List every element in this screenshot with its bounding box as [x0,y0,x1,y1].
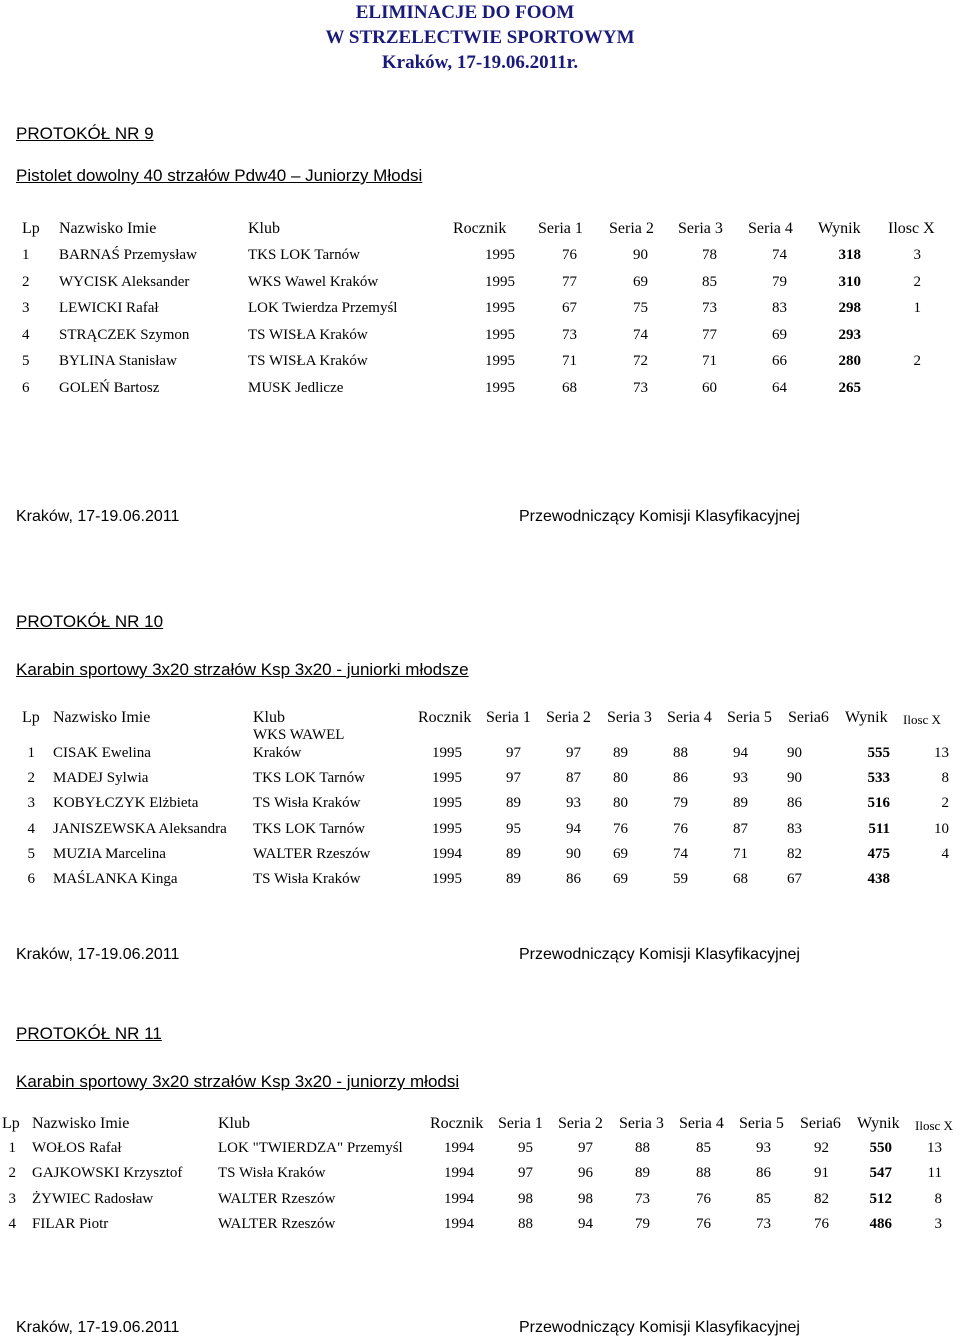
cell-lp: 6 [27,871,35,887]
cell-series-4: 66 [772,353,787,369]
cell-series-4: 59 [673,871,688,887]
cell-series-6: 90 [787,770,802,787]
cell-series-4: 79 [673,795,688,812]
col-x-count: Ilosc X [915,1118,953,1133]
cell-series-5: 73 [756,1215,771,1232]
header-subtitle: W STRZELECTWIE SPORTOWYM [325,27,635,48]
cell-series-1: 95 [506,820,521,837]
col-series-2: Seria 2 [546,709,591,726]
cell-year: 1995 [485,300,515,316]
col-name: Nazwisko Imie [53,709,151,726]
col-lp: Lp [2,1115,20,1132]
cell-series-5: 89 [733,795,748,812]
cell-series-3: 89 [613,745,628,761]
cell-club: WKS Wawel Kraków [248,273,379,290]
table-row [0,274,960,299]
cell-year: 1995 [485,379,515,396]
cell-club: WALTER Rzeszów [253,845,371,862]
col-club: Klub [253,709,285,726]
cell-series-4: 88 [673,745,688,761]
cell-result: 516 [867,795,890,812]
table-row [0,1140,960,1165]
cell-name: MADEJ Sylwia [53,770,149,787]
col-club: Klub [248,220,280,237]
cell-series-3: 76 [613,820,628,837]
col-result: Wynik [845,709,888,726]
col-series-1: Seria 1 [538,220,583,237]
cell-series-6: 86 [787,795,802,812]
cell-club: TS WISŁA Kraków [248,353,368,369]
cell-series-4: 64 [772,379,787,396]
protocol-10-title: PROTOKÓŁ NR 10 [16,612,164,631]
cell-series-4: 85 [696,1140,711,1156]
cell-series-1: 95 [518,1140,533,1156]
cell-club: WALTER Rzeszów [218,1190,336,1207]
cell-series-3: 80 [613,795,628,812]
cell-series-5: 94 [733,745,748,761]
cell-series-1: 97 [506,770,521,787]
protocol-10-footer [0,946,960,970]
cell-year: 1994 [444,1190,474,1207]
table-row [0,871,960,896]
cell-series-4: 69 [772,326,787,343]
cell-year: 1995 [485,273,515,290]
header-title: ELIMINACJE DO FOOM [355,2,575,23]
cell-series-2: 90 [566,845,581,862]
cell-series-3: 78 [702,247,717,263]
cell-series-6: 92 [814,1140,829,1156]
cell-series-5: 71 [733,845,748,862]
col-year: Rocznik [453,220,507,237]
footer-place-date: Kraków, 17-19.06.2011 [16,946,180,963]
cell-series-3: 79 [635,1215,650,1232]
cell-x-count: 8 [941,770,949,787]
cell-name: WYCISK Aleksander [59,273,190,290]
cell-name: GOLEŃ Bartosz [59,379,160,396]
cell-series-3: 69 [613,845,628,862]
col-series-3: Seria 3 [678,220,723,237]
cell-series-6: 82 [814,1190,829,1207]
cell-series-2: 75 [633,300,648,316]
cell-lp: 5 [22,353,30,369]
cell-year: 1994 [444,1215,474,1232]
cell-lp: 4 [22,326,30,343]
cell-lp: 4 [8,1215,16,1232]
col-series-1: Seria 1 [486,709,531,726]
col-series-3: Seria 3 [619,1115,664,1132]
protocol-9-title: PROTOKÓŁ NR 9 [16,124,154,143]
col-series-4: Seria 4 [679,1115,724,1132]
cell-series-3: 89 [635,1165,650,1182]
cell-x-count: 3 [934,1215,942,1232]
cell-result: 547 [869,1165,892,1182]
cell-series-3: 77 [702,326,717,343]
cell-year: 1995 [485,247,515,263]
cell-x-count: 3 [913,247,921,263]
cell-year: 1995 [432,770,462,787]
cell-name: CISAK Ewelina [53,745,151,761]
cell-series-6: 90 [787,745,802,761]
col-series-4: Seria 4 [667,709,712,726]
cell-series-4: 83 [772,300,787,316]
cell-series-4: 88 [696,1165,711,1182]
cell-series-2: 86 [566,871,581,887]
cell-lp: 5 [27,845,35,862]
cell-name: FILAR Piotr [32,1215,109,1232]
cell-series-2: 87 [566,770,581,787]
col-series-5: Seria 5 [727,709,772,726]
cell-name: MAŚLANKA Kinga [53,871,178,887]
cell-result: 293 [838,326,861,343]
cell-x-count: 1 [913,300,921,316]
cell-x-count: 8 [934,1190,942,1207]
cell-year: 1995 [485,326,515,343]
cell-series-3: 60 [702,379,717,396]
cell-series-2: 94 [578,1215,593,1232]
cell-series-4: 74 [673,845,688,862]
table-row [0,1165,960,1190]
table-row [0,846,960,871]
cell-club: TS Wisła Kraków [218,1165,326,1182]
col-series-2: Seria 2 [609,220,654,237]
cell-result: 555 [867,745,890,761]
club-name-line1: WKS WAWEL [253,727,345,743]
cell-club: LOK "TWIERDZA" Przemyśl [218,1140,403,1156]
cell-result: 550 [869,1140,892,1156]
cell-series-1: 89 [506,871,521,887]
cell-club: Kraków [253,745,302,761]
col-name: Nazwisko Imie [32,1115,130,1132]
protocol-10-subtitle: Karabin sportowy 3x20 strzałów Ksp 3x20 - juniorki młodsze [16,660,469,679]
cell-result: 486 [869,1215,892,1232]
cell-series-5: 86 [756,1165,771,1182]
cell-series-1: 98 [518,1190,533,1207]
cell-series-6: 82 [787,845,802,862]
cell-series-2: 97 [578,1140,593,1156]
cell-lp: 3 [27,795,35,812]
cell-series-3: 85 [702,273,717,290]
document-header [0,0,960,75]
cell-x-count: 10 [934,820,949,837]
cell-x-count: 11 [927,1165,942,1182]
protocol-9-footer [0,508,960,532]
cell-name: GAJKOWSKI Krzysztof [32,1165,183,1182]
protocol-11-footer [0,1319,960,1343]
protocol-11-title: PROTOKÓŁ NR 11 [16,1024,162,1043]
cell-series-1: 89 [506,845,521,862]
table-row [0,300,960,325]
cell-result: 310 [838,273,861,290]
col-series-6: Seria6 [788,709,829,726]
col-result: Wynik [818,220,861,237]
cell-club: MUSK Jedlicze [248,379,344,396]
cell-name: MUZIA Marcelina [53,845,166,862]
cell-result: 533 [867,770,890,787]
table-row [0,745,960,770]
cell-series-4: 76 [673,820,688,837]
cell-lp: 3 [22,300,30,316]
cell-year: 1995 [485,353,515,369]
cell-club: TS Wisła Kraków [253,871,361,887]
cell-series-1: 77 [562,273,577,290]
cell-result: 475 [867,845,890,862]
table-row [0,795,960,820]
cell-lp: 2 [27,770,35,787]
cell-name: LEWICKI Rafał [59,300,159,316]
cell-series-1: 97 [518,1165,533,1182]
cell-series-5: 85 [756,1190,771,1207]
cell-year: 1994 [444,1165,474,1182]
col-year: Rocznik [418,709,472,726]
cell-name: BYLINA Stanisław [59,353,177,369]
cell-series-1: 68 [562,379,577,396]
col-series-1: Seria 1 [498,1115,543,1132]
cell-series-2: 73 [633,379,648,396]
col-name: Nazwisko Imie [59,220,157,237]
cell-series-1: 73 [562,326,577,343]
col-club: Klub [218,1115,250,1132]
protocol-9-subtitle: Pistolet dowolny 40 strzałów Pdw40 – Juniorzy Młodsi [16,166,423,185]
col-year: Rocznik [430,1115,484,1132]
cell-result: 318 [838,247,861,263]
cell-series-3: 73 [702,300,717,316]
cell-club: TKS LOK Tarnów [248,247,360,263]
cell-series-4: 79 [772,273,787,290]
cell-series-2: 90 [633,247,648,263]
cell-year: 1995 [432,795,462,812]
cell-series-6: 91 [814,1165,829,1182]
col-lp: Lp [22,709,40,726]
cell-year: 1994 [432,845,462,862]
cell-series-3: 71 [702,353,717,369]
cell-name: STRĄCZEK Szymon [59,326,190,343]
cell-lp: 1 [22,247,30,263]
cell-series-6: 67 [787,871,802,887]
cell-club: TKS LOK Tarnów [253,770,365,787]
protocol-11-subtitle: Karabin sportowy 3x20 strzałów Ksp 3x20 - juniorzy młodsi [16,1072,460,1091]
protocol-11-header-row [0,1115,960,1140]
cell-x-count: 4 [941,845,949,862]
col-x-count: Ilosc X [903,712,941,727]
cell-series-2: 72 [633,353,648,369]
cell-series-1: 88 [518,1215,533,1232]
cell-series-2: 93 [566,795,581,812]
cell-series-6: 76 [814,1215,829,1232]
cell-series-2: 94 [566,820,581,837]
table-row [0,380,960,405]
table-row [0,1216,960,1241]
col-series-2: Seria 2 [558,1115,603,1132]
cell-club: TS WISŁA Kraków [248,326,368,343]
cell-club: WALTER Rzeszów [218,1215,336,1232]
cell-name: KOBYŁCZYK Elżbieta [53,795,199,812]
cell-x-count: 13 [927,1140,942,1156]
col-series-4: Seria 4 [748,220,793,237]
cell-series-2: 98 [578,1190,593,1207]
cell-result: 511 [868,820,890,837]
cell-lp: 2 [8,1165,16,1182]
cell-series-2: 69 [633,273,648,290]
cell-series-3: 80 [613,770,628,787]
footer-place-date: Kraków, 17-19.06.2011 [16,508,180,525]
cell-result: 280 [838,353,861,369]
cell-series-4: 86 [673,770,688,787]
cell-series-1: 67 [562,300,577,316]
cell-series-5: 68 [733,871,748,887]
col-x-count: Ilosc X [888,220,935,237]
protocol-9-header-row [0,220,960,245]
cell-year: 1995 [432,820,462,837]
cell-name: JANISZEWSKA Aleksandra [53,820,227,837]
cell-name: ŻYWIEC Radosław [32,1190,154,1207]
col-result: Wynik [857,1115,900,1132]
col-series-5: Seria 5 [739,1115,784,1132]
cell-year: 1995 [432,871,462,887]
cell-series-5: 93 [733,770,748,787]
cell-series-5: 87 [733,820,748,837]
cell-result: 265 [838,379,861,396]
header-date: Kraków, 17-19.06.2011r. [381,52,579,73]
cell-year: 1994 [444,1140,474,1156]
footer-signature: Przewodniczący Komisji Klasyfikacyjnej [519,1319,800,1336]
cell-x-count: 2 [913,273,921,290]
cell-result: 512 [869,1190,892,1207]
cell-series-1: 71 [562,353,577,369]
cell-series-2: 74 [633,326,648,343]
cell-name: WOŁOS Rafał [32,1140,122,1156]
table-row [0,247,960,272]
cell-year: 1995 [432,745,462,761]
cell-series-4: 76 [696,1215,711,1232]
cell-lp: 1 [27,745,35,761]
cell-lp: 3 [8,1190,16,1207]
cell-series-2: 96 [578,1165,593,1182]
col-lp: Lp [22,220,40,237]
cell-series-4: 74 [772,247,787,263]
cell-series-1: 97 [506,745,521,761]
cell-series-4: 76 [696,1190,711,1207]
cell-lp: 4 [27,820,35,837]
cell-series-2: 97 [566,745,581,761]
cell-x-count: 13 [934,745,949,761]
table-row [0,770,960,795]
table-row [0,353,960,378]
cell-result: 298 [838,300,861,316]
footer-place-date: Kraków, 17-19.06.2011 [16,1319,180,1336]
cell-club: LOK Twierdza Przemyśl [248,300,398,316]
cell-lp: 6 [22,379,30,396]
cell-x-count: 2 [941,795,949,812]
cell-lp: 1 [8,1140,16,1156]
cell-club: TKS LOK Tarnów [253,820,365,837]
table-row [0,327,960,352]
cell-club: TS Wisła Kraków [253,795,361,812]
footer-signature: Przewodniczący Komisji Klasyfikacyjnej [519,946,800,963]
footer-signature: Przewodniczący Komisji Klasyfikacyjnej [519,508,800,525]
cell-result: 438 [867,871,890,887]
cell-name: BARNAŚ Przemysław [59,247,197,263]
table-row [0,821,960,846]
cell-series-5: 93 [756,1140,771,1156]
cell-series-1: 76 [562,247,577,263]
cell-series-6: 83 [787,820,802,837]
col-series-3: Seria 3 [607,709,652,726]
cell-series-3: 69 [613,871,628,887]
cell-series-3: 73 [635,1190,650,1207]
col-series-6: Seria6 [800,1115,841,1132]
cell-x-count: 2 [913,353,921,369]
cell-lp: 2 [22,273,30,290]
table-row [0,1191,960,1216]
cell-series-1: 89 [506,795,521,812]
cell-series-3: 88 [635,1140,650,1156]
